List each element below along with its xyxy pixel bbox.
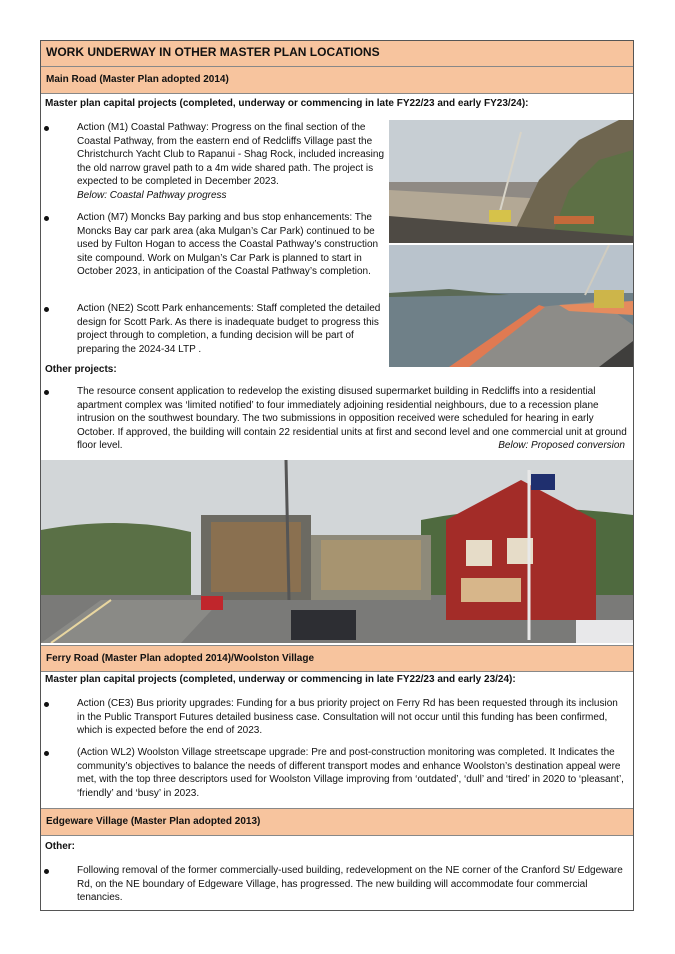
edgeware-other-heading: Other:: [45, 841, 75, 852]
edgeware-heading-band: [41, 808, 633, 836]
main-road-heading-band: [41, 67, 633, 94]
photo-caption: Below: Proposed conversion: [498, 440, 625, 451]
section-title-band: [41, 41, 633, 67]
list-item-wl2: (Action WL2) Woolston Village streetscape upgrade: Pre and post-construction monitoring was completed. It Indicates the community’s objectives to balance the needs of different transport modes and enhance Woolston’s destination appeal were met, with the top three descriptors used for Woolston Village improving from ‘outdated’, ‘dull’ and ‘tired’ in 2020 to ‘pleasant’, ‘friendly’ and ‘busy’ in 2023.: [77, 747, 624, 799]
bullet-icon: [44, 751, 49, 756]
bullet-icon: [44, 702, 49, 707]
bullet-icon: [44, 126, 49, 131]
list-item-ne2: Action (NE2) Scott Park enhancements: Staff completed the detailed design for Scott Park. As there is inadequate budget to progress this project through to completion, a funding decision will be part of preparing the 2024-34 LTP .: [77, 303, 381, 355]
proposed-conversion-render: [41, 460, 633, 643]
list-item-ce3: Action (CE3) Bus priority upgrades: Funding for a bus priority project on Ferry Rd has been requested through its inclusion in the Public Transport Futures detailed business case. Consultation will not occur until this funding has been confirmed, which is expected before the end of 2023.: [77, 698, 618, 736]
ferry-road-heading: Ferry Road (Master Plan adopted 2014)/Woolston Village: [46, 653, 315, 664]
main-road-heading: Main Road (Master Plan adopted 2014): [46, 74, 229, 85]
ferry-road-heading-band: [41, 645, 633, 672]
list-item-m1: Action (M1) Coastal Pathway: Progress on the final section of the Coastal Pathway, from the eastern end of Redcliffs Village past the Christchurch Yacht Club to Rapanui - Shag Rock, included increasing the old narrow gravel path to a 4m wide shared path. The project is expected to be completed in December 2023. Below: Coastal Pathway progress: [77, 122, 385, 201]
bullet-icon: [44, 307, 49, 312]
list-item-m7: Action (M7) Moncks Bay parking and bus stop enhancements: The Moncks Bay car park area (aka Mulgan’s Car Park) continued to be used by Fulton Hogan to access the Coastal Pathway’s construction site compound. Work on Mulgan’s Car Park is planned to start in October 2023, in anticipation of the Coastal Pathway’s completion.: [77, 212, 379, 277]
coastal-pathway-photo-1: [389, 120, 633, 243]
section-title: WORK UNDERWAY IN OTHER MASTER PLAN LOCATIONS: [46, 45, 380, 59]
list-item-edgeware: Following removal of the former commercially-used building, redevelopment on the NE corner of the Cranford St/ Edgeware Rd, on the NE boundary of Edgeware Village, has progressed. The new building will accommodate four commercial tenancies.: [77, 865, 623, 903]
bullet-icon: [44, 216, 49, 221]
photo-caption: Below: Coastal Pathway progress: [77, 189, 227, 201]
list-item-supermarket: The resource consent application to redevelop the existing disused supermarket building in Redcliffs into a residential apartment complex was ‘limited notified’ to four immediately adjoining residential neighbours, due to a recession plane intrusion on the southwest boundary. The two submissions in opposition received were scheduled for hearing in early October. If approved, the building will contain 22 residential units at first and second level and one commercial unit at ground floor level.: [77, 386, 627, 451]
coastal-pathway-photo-2: [389, 245, 633, 367]
other-projects-heading: Other projects:: [45, 364, 117, 375]
edgeware-heading: Edgeware Village (Master Plan adopted 2013): [46, 816, 261, 827]
bullet-icon: [44, 390, 49, 395]
bullet-icon: [44, 869, 49, 874]
main-road-capital-heading: Master plan capital projects (completed, underway or commencing in late FY22/23 and early FY23/24):: [45, 98, 529, 109]
ferry-road-capital-heading: Master plan capital projects (completed, underway or commencing in late FY22/23 and early 23/24):: [45, 674, 516, 685]
